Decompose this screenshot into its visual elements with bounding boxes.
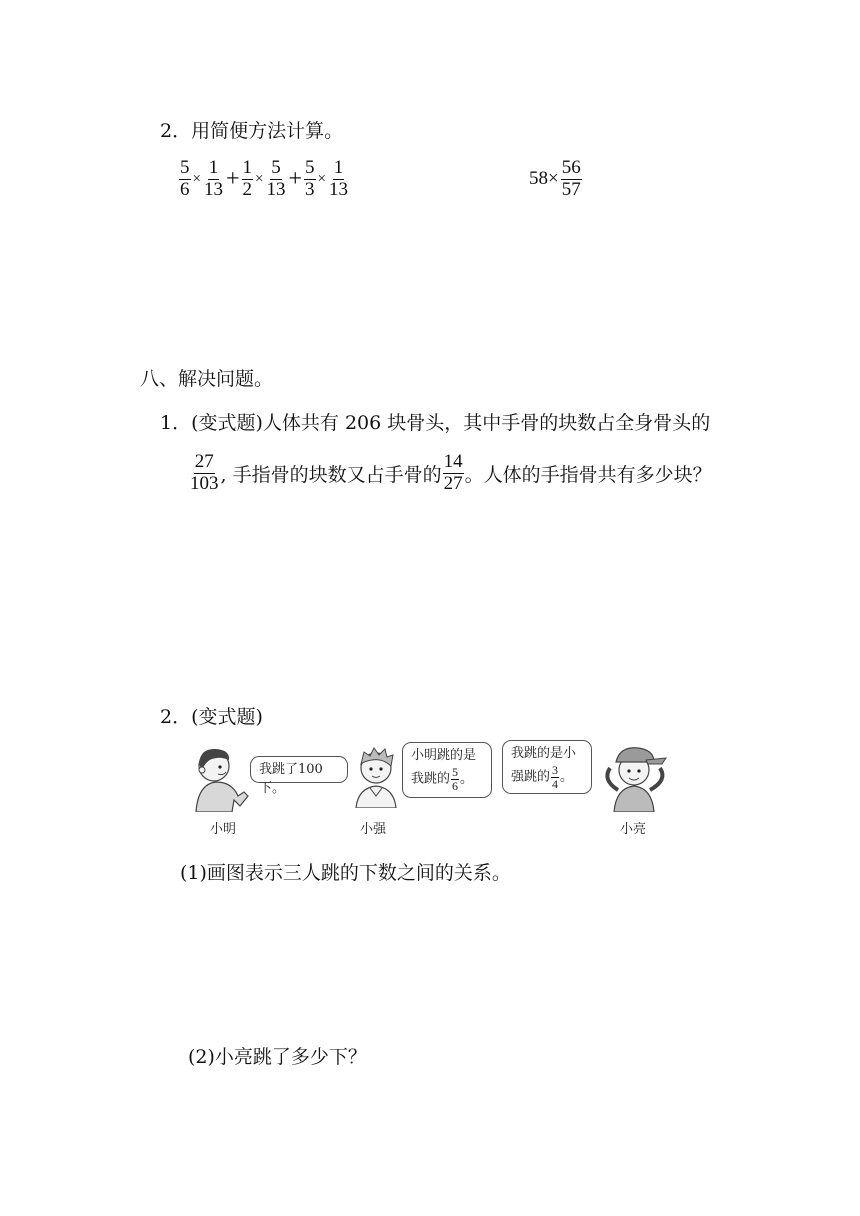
fraction — [304, 158, 316, 201]
jump-rope-illustration — [180, 738, 680, 840]
problem-1-line2 — [188, 452, 712, 495]
fraction — [328, 158, 349, 201]
numerator: 27 — [194, 451, 214, 472]
bubble-text: 。 — [560, 769, 574, 785]
numerator: 14 — [443, 451, 463, 472]
numerator: 5 — [180, 157, 190, 178]
bubble-text: 强跳的 — [511, 769, 551, 785]
numerator: 1 — [208, 157, 219, 178]
numerator: 3 — [552, 762, 559, 777]
question-2-label: 2．用简便方法计算。 — [160, 120, 344, 142]
problem-text: 。人体的手指骨共有多少块？ — [464, 463, 712, 486]
fraction — [179, 158, 191, 201]
bubble-text: 我跳的 — [411, 771, 451, 787]
fraction — [443, 452, 464, 495]
denominator: 3 — [305, 178, 315, 200]
times-sign: × — [192, 170, 201, 187]
times-sign: × — [255, 170, 264, 187]
plus-sign: + — [225, 165, 240, 192]
fraction — [451, 766, 459, 793]
denominator: 4 — [552, 777, 559, 792]
expression-mixed — [528, 158, 583, 201]
fraction — [551, 764, 559, 791]
denominator: 103 — [190, 472, 219, 494]
bubble-text: 。 — [460, 771, 474, 787]
denominator: 13 — [329, 178, 348, 200]
name-label-xiaoliang: 小亮 — [620, 822, 647, 837]
problem-text: (变式题)人体共有 206 块骨头，其中手骨的块数占全身骨头的 — [191, 412, 711, 434]
section-title: 八、解决问题。 — [140, 368, 274, 390]
numerator: 56 — [561, 157, 581, 178]
fraction — [265, 158, 286, 201]
name-label-xiaoqiang: 小强 — [360, 822, 387, 837]
expression-fractions — [178, 158, 350, 201]
numerator: 5 — [305, 157, 315, 178]
speech-bubble-xiaoming — [250, 756, 348, 796]
denominator: 27 — [443, 472, 463, 494]
boy-xiaoming-figure — [186, 740, 250, 812]
boy-xiaoqiang-figure — [352, 742, 400, 808]
denominator: 6 — [452, 779, 459, 794]
problem-text: , 手指骨的块数又占手骨的 — [220, 463, 442, 486]
denominator: 2 — [242, 178, 253, 200]
problem-2-label: 2．(变式题) — [160, 706, 263, 728]
denominator: 57 — [561, 178, 581, 200]
speech-bubble-xiaoqiang — [402, 742, 492, 798]
subquestion-2: (2)小亮跳了多少下？ — [188, 1046, 367, 1068]
numerator: 5 — [271, 157, 281, 178]
whole-number-times: 58× — [529, 168, 559, 190]
subquestion-1: (1)画图表示三人跳的下数之间的关系。 — [180, 862, 511, 884]
denominator: 13 — [203, 178, 223, 200]
bubble-text-line2 — [411, 766, 483, 793]
bubble-text: 我跳的是小 — [511, 746, 577, 761]
problem-1-line1 — [160, 408, 710, 435]
bubble-text: 小明跳的是 — [411, 748, 477, 763]
bubble-text-line2 — [511, 764, 583, 791]
numerator: 1 — [242, 157, 253, 178]
fraction — [189, 452, 220, 495]
times-sign: × — [317, 170, 326, 187]
boy-xiaoliang-figure — [596, 740, 674, 812]
denominator: 6 — [180, 178, 190, 200]
fraction — [242, 158, 254, 201]
fraction — [203, 158, 224, 201]
problem-number: 1． — [160, 412, 192, 434]
plus-sign: + — [288, 165, 303, 192]
name-label-xiaoming: 小明 — [210, 822, 237, 837]
denominator: 13 — [266, 178, 286, 200]
numerator: 5 — [452, 764, 459, 779]
numerator: 1 — [333, 157, 344, 178]
bubble-text: 我跳了100 下。 — [259, 762, 323, 796]
fraction — [561, 158, 582, 201]
speech-bubble-xiaoliang — [502, 740, 592, 794]
